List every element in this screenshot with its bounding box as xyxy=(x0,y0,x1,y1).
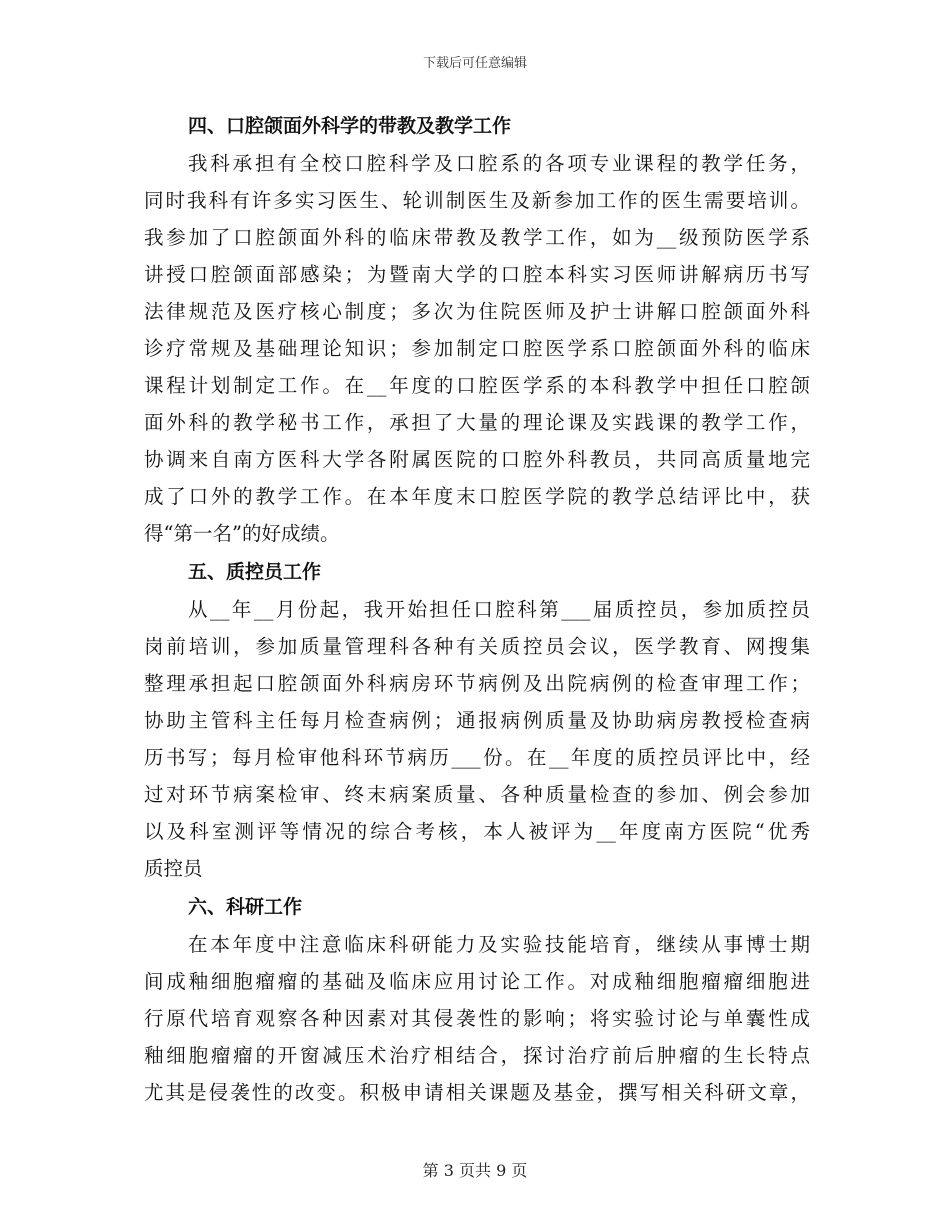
section-paragraph xyxy=(144,591,810,887)
section-paragraph xyxy=(144,145,810,552)
section-heading: 四、口腔颌面外科学的带教及教学工作 xyxy=(188,115,512,137)
text-line: 在本年度中注意临床科研能力及实验技能培育，继续从事博士期 xyxy=(188,933,810,956)
section-heading: 五、质控员工作 xyxy=(188,561,322,583)
text-line: 我科承担有全校口腔科学及口腔系的各项专业课程的教学任务， xyxy=(188,152,810,175)
page-footer: 第 3 页共 9 页 xyxy=(422,1161,528,1180)
text-line: 岗前培训，参加质量管理科各种有关质控员会议，医学教育、网搜集 xyxy=(144,635,810,658)
text-line: 我参加了口腔颌面外科的临床带教及教学工作，如为__级预防医学系 xyxy=(144,226,810,249)
section-paragraph xyxy=(144,926,810,1111)
text-line: 整理承担起口腔颌面外科病房环节病例及出院病例的检查审理工作； xyxy=(144,672,810,695)
text-line: 间成釉细胞瘤瘤的基础及临床应用讨论工作。对成釉细胞瘤瘤细胞进 xyxy=(144,970,810,993)
text-line: 诊疗常规及基础理论知识；参加制定口腔医学系口腔颌面外科的临床 xyxy=(144,337,810,360)
text-line: 课程计划制定工作。在__年度的口腔医学系的本科教学中担任口腔颌 xyxy=(144,374,810,397)
text-line: 协助主管科主任每月检查病例；通报病例质量及协助病房教授检查病 xyxy=(144,709,810,732)
text-line: 行原代培育观察各种因素对其侵袭性的影响；将实验讨论与单囊性成 xyxy=(144,1007,810,1030)
text-line: 面外科的教学秘书工作，承担了大量的理论课及实践课的教学工作， xyxy=(144,411,810,434)
text-line: 法律规范及医疗核心制度；多次为住院医师及护士讲解口腔颌面外科 xyxy=(144,300,810,323)
text-line: 从__年__月份起，我开始担任口腔科第___届质控员，参加质控员 xyxy=(188,598,810,621)
text-line: 历书写；每月检审他科环节病历___份。在__年度的质控员评比中，经 xyxy=(144,746,810,769)
text-line: 成了口外的教学工作。在本年度末口腔医学院的教学总结评比中，获 xyxy=(144,485,810,508)
page-header: 下载后可任意编辑 xyxy=(422,56,527,71)
section-research xyxy=(144,889,810,1111)
text-line: 同时我科有许多实习医生、轮训制医生及新参加工作的医生需要培训。 xyxy=(144,189,810,212)
section-quality-control xyxy=(144,554,810,887)
text-line: 协调来自南方医科大学各附属医院的口腔外科教员，共同高质量地完 xyxy=(144,448,810,471)
section-heading: 六、科研工作 xyxy=(188,896,303,918)
text-line: 讲授口腔颌面部感染；为暨南大学的口腔本科实习医师讲解病历书写 xyxy=(144,263,810,286)
section-teaching xyxy=(144,108,810,552)
text-line: 得“第一名”的好成绩。 xyxy=(144,522,340,545)
text-line: 釉细胞瘤瘤的开窗减压术治疗相结合，探讨治疗前后肿瘤的生长特点 xyxy=(144,1044,810,1067)
text-line: 以及科室测评等情况的综合考核，本人被评为__年度南方医院“优秀 xyxy=(144,820,810,843)
text-line: 过对环节病案检审、终末病案质量、各种质量检查的参加、例会参加 xyxy=(144,783,810,806)
text-line: 质控员 xyxy=(144,857,203,880)
document-body xyxy=(144,108,810,1111)
text-line: 尤其是侵袭性的改变。积极申请相关课题及基金，撰写相关科研文章， xyxy=(144,1081,810,1104)
